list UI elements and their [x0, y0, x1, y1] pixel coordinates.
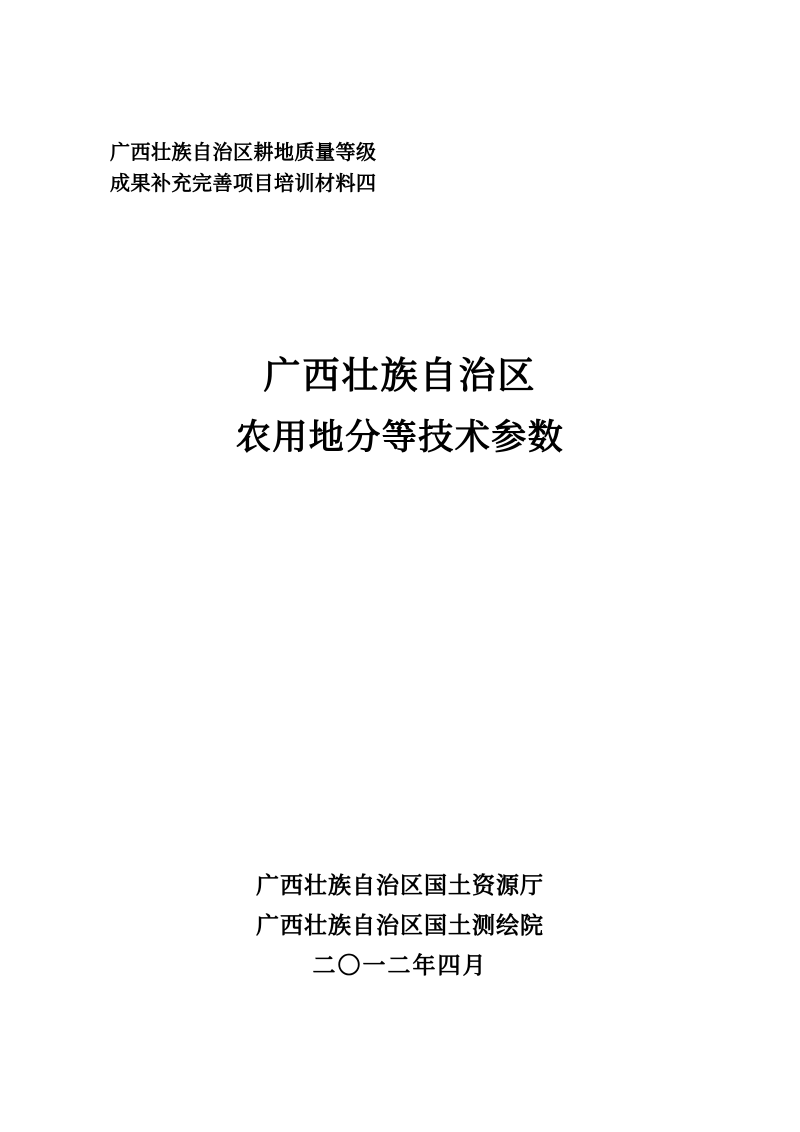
page-title [0, 345, 800, 469]
document-header [110, 138, 670, 200]
page-title-line-2: 农用地分等技术参数 [235, 418, 565, 457]
issuer-block [0, 865, 800, 985]
issuer-date: 二〇一二年四月 [312, 952, 488, 978]
issuer-organization-1: 广西壮族自治区国土资源厅 [256, 872, 544, 898]
page-title-line-1: 广西壮族自治区 [263, 355, 537, 396]
header-line-2: 成果补充完善项目培训材料四 [110, 173, 377, 195]
header-line-1: 广西壮族自治区耕地质量等级 [110, 142, 377, 164]
issuer-organization-2: 广西壮族自治区国土测绘院 [256, 912, 544, 938]
